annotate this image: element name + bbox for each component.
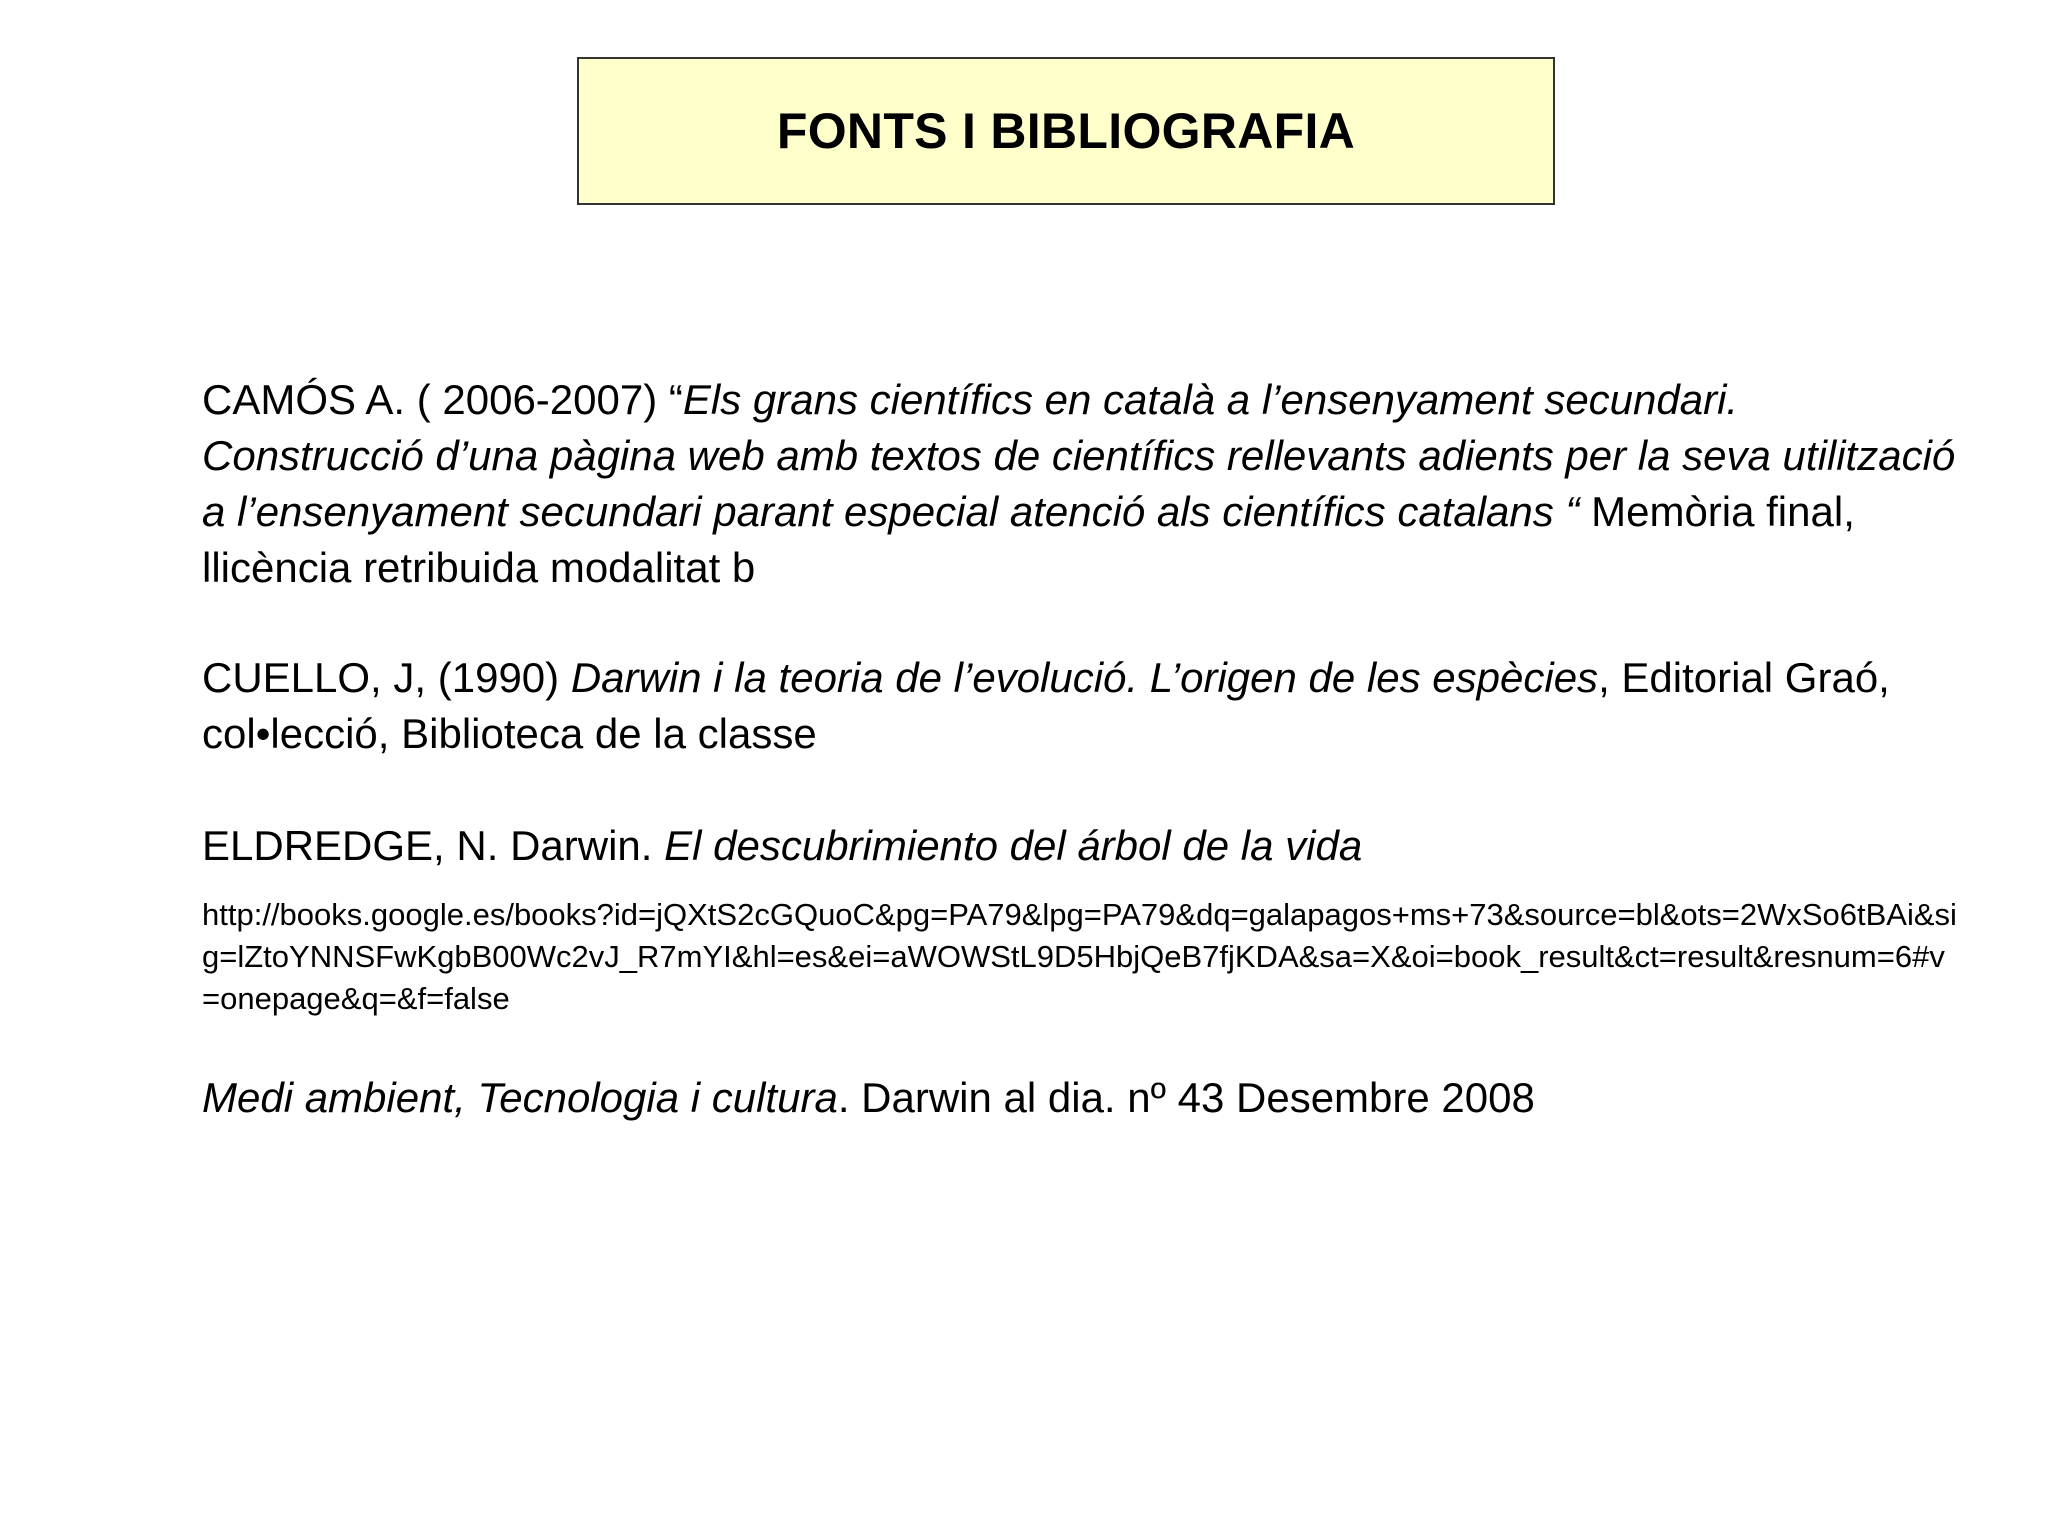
reference-title: Els grans científics en català a l’ensenyament secundari. Construcció d’una pàgina web amb textos de científics rellevants adients per la seva utilització a l’ensenyament secundari parant especial atenció als científics catalans “	[202, 376, 1956, 535]
reference-title: Darwin i la teoria de l’evolució. L’origen de les espècies	[570, 654, 1599, 701]
bibliography-list	[202, 372, 1962, 1126]
reference-url-link[interactable]: http://books.google.es/books?id=jQXtS2cGQuoC&pg=PA79&lpg=PA79&dq=galapagos+ms+73&source=bl&ots=2WxSo6tBAi&sig=lZtoYNNSFwKgbB00Wc2vJ_R7mYI&hl=es&ei=aWOWStL9D5HbjQeB7fjKDA&sa=X&oi=book_result&ct=result&resnum=6#v=onepage&q=&f=false	[202, 897, 1957, 1016]
reference-cuello	[202, 650, 1962, 762]
reference-eldredge	[202, 818, 1962, 874]
reference-details: , Editorial Graó, col•lecció, Biblioteca de la classe	[202, 654, 1890, 757]
reference-title: El descubrimiento del árbol de la vida	[664, 822, 1363, 869]
reference-title: Medi ambient, Tecnologia i cultura	[202, 1074, 838, 1121]
reference-author: CAMÓS A. ( 2006-2007) “	[202, 376, 683, 423]
reference-author: ELDREDGE, N. Darwin.	[202, 822, 665, 869]
title-box	[577, 57, 1555, 205]
reference-camos	[202, 372, 1962, 596]
reference-author: CUELLO, J, (1990)	[202, 654, 571, 701]
reference-details: Memòria final, llicència retribuida modalitat b	[202, 488, 1855, 591]
reference-details: . Darwin al dia. nº 43 Desembre 2008	[837, 1074, 1535, 1121]
reference-medi-ambient	[202, 1070, 1962, 1126]
page-title: FONTS I BIBLIOGRAFIA	[776, 103, 1356, 159]
